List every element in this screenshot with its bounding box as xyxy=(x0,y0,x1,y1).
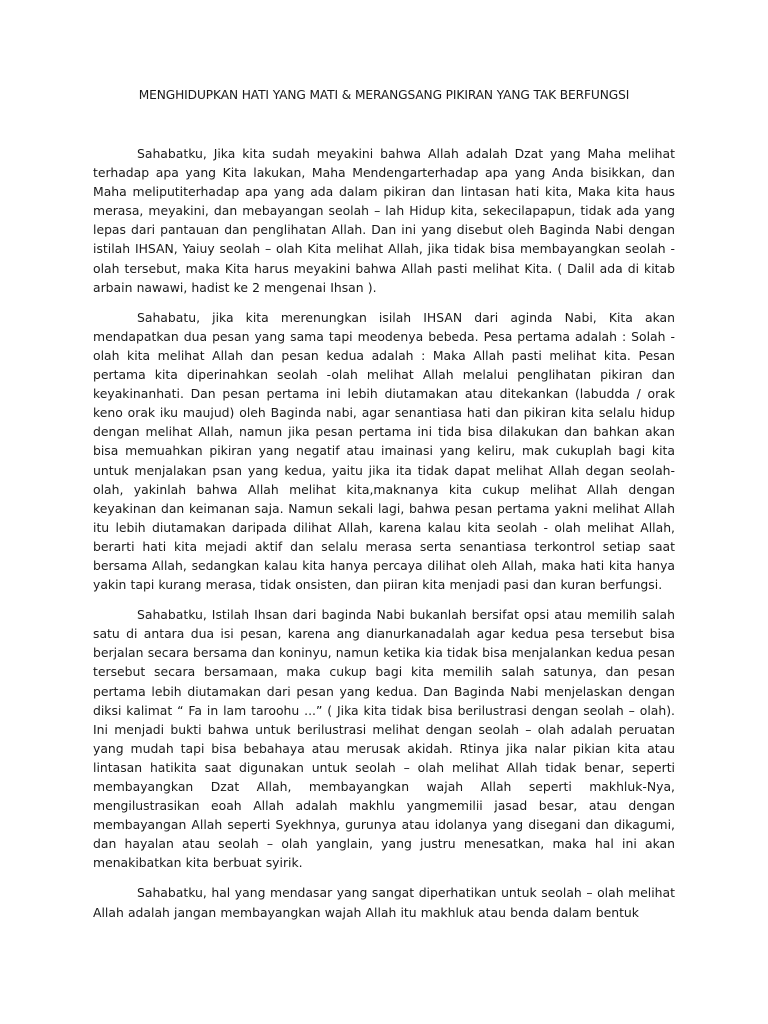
paragraph-2: Sahabatu, jika kita merenungkan isilah IHSAN dari aginda Nabi, Kita akan mendapatkan dua pesan yang sama tapi meodenya bebeda. Pesa pertama adalah : Solah - olah kita melihat Allah dan pesan kedua adalah : Maka Allah pasti melihat kita. Pesan pertama kita diperinahkan seolah -olah melihat Allah melalui penglihatan pikiran dan keyakinanhati. Dan pesan pertama ini lebih diutamakan atau ditekankan (labudda / orak keno orak iku maujud) oleh Baginda nabi, agar senantiasa hati dan pikiran kita selalu hidup dengan melihat Allah, namun jika pesan pertama ini tida bisa dilakukan dan bahkan akan bisa memuahkan pikiran yang negatif atau imainasi yang keliru, mak cukuplah bagi kita untuk menjalakan psan yang kedua, yaitu jika ita tidak dapat melihat Allah degan seolah-olah, yakinlah bahwa Allah melihat kita,maknanya kita cukup melihat Allah dengan keyakinan dan keimanan saja. Namun sekali lagi, bahwa pesan pertama yakni melihat Allah itu lebih diutamakan daripada dilihat Allah, karena kalau kita seolah - olah melihat Allah, berarti hati kita mejadi aktif dan selalu merasa serta senantiasa terkontrol setiap saat bersama Allah, sedangkan kalau kita hanya percaya dilihat oleh Allah, maka hati kita hanya yakin tapi kurang merasa, tidak onsisten, dan piiran kita menjadi pasi dan kuran berfungsi. xyxy=(93,309,675,593)
paragraph-3: Sahabatku, Istilah Ihsan dari baginda Nabi bukanlah bersifat opsi atau memilih salah satu di antara dua isi pesan, karena ang dianurkanadalah agar kedua pesa tersebut bisa berjalan secara bersama dan koninyu, namun ketika kia tidak bisa menjalankan kedua pesan tersebut secara bersamaan, maka cukup bagi kita memilih salah satunya, dan pesan pertama lebih diutamakan dari pesan yang kedua. Dan Baginda Nabi menjelaskan dengan diksi kalimat “ Fa in lam taroohu ...” ( Jika kita tidak bisa berilustrasi dengan seolah – olah). Ini menjadi bukti bahwa untuk berilustrasi melihat dengan seolah – olah adalah peruatan yang mudah tapi bisa bebahaya atau merusak akidah. Rtinya jika nalar pikian kita atau lintasan hatikita saat digunakan untuk seolah – olah melihat Allah tidak benar, seperti membayangkan Dzat Allah, membayangkan wajah Allah seperti makhluk-Nya, mengilustrasikan eoah Allah adalah makhlu yangmemilii jasad besar, atau dengan membayangan Allah seperti Syekhnya, gurunya atau idolanya yang disegani dan dikagumi, dan hayalan atau seolah – olah yanglain, yang justru menesatkan, maka hal ini akan menakibatkan kita berbuat syirik. xyxy=(93,607,675,871)
paragraph-1: Sahabatku, Jika kita sudah meyakini bahwa Allah adalah Dzat yang Maha melihat terhadap apa yang Kita lakukan, Maha Mendengarterhadap apa yang Anda bisikkan, dan Maha meliputiterhadap apa yang ada dalam pikiran dan lintasan hati kita, Maka kita haus merasa, meyakini, dan mebayangan seolah – lah Hidup kita, sekecilapapun, tidak ada yang lepas dari pantauan dan penglihatan Allah. Dan ini yang disebut oleh Baginda Nabi dengan istilah IHSAN, Yaiuy seolah – olah Kita melihat Allah, jika tidak bisa membayangkan seolah - olah tersebut, maka Kita harus meyakini bahwa Allah pasti melihat Kita. ( Dalil ada di kitab arbain nawawi, hadist ke 2 mengenai Ihsan ). xyxy=(93,146,675,295)
paragraph-4: Sahabatku, hal yang mendasar yang sangat diperhatikan untuk seolah – olah melihat Allah adalah jangan membayangkan wajah Allah itu makhluk atau benda dalam bentuk xyxy=(93,885,675,920)
document-body xyxy=(93,144,675,933)
document-title: MENGHIDUPKAN HATI YANG MATI & MERANGSANG PIKIRAN YANG TAK BERFUNGSI xyxy=(138,88,630,102)
